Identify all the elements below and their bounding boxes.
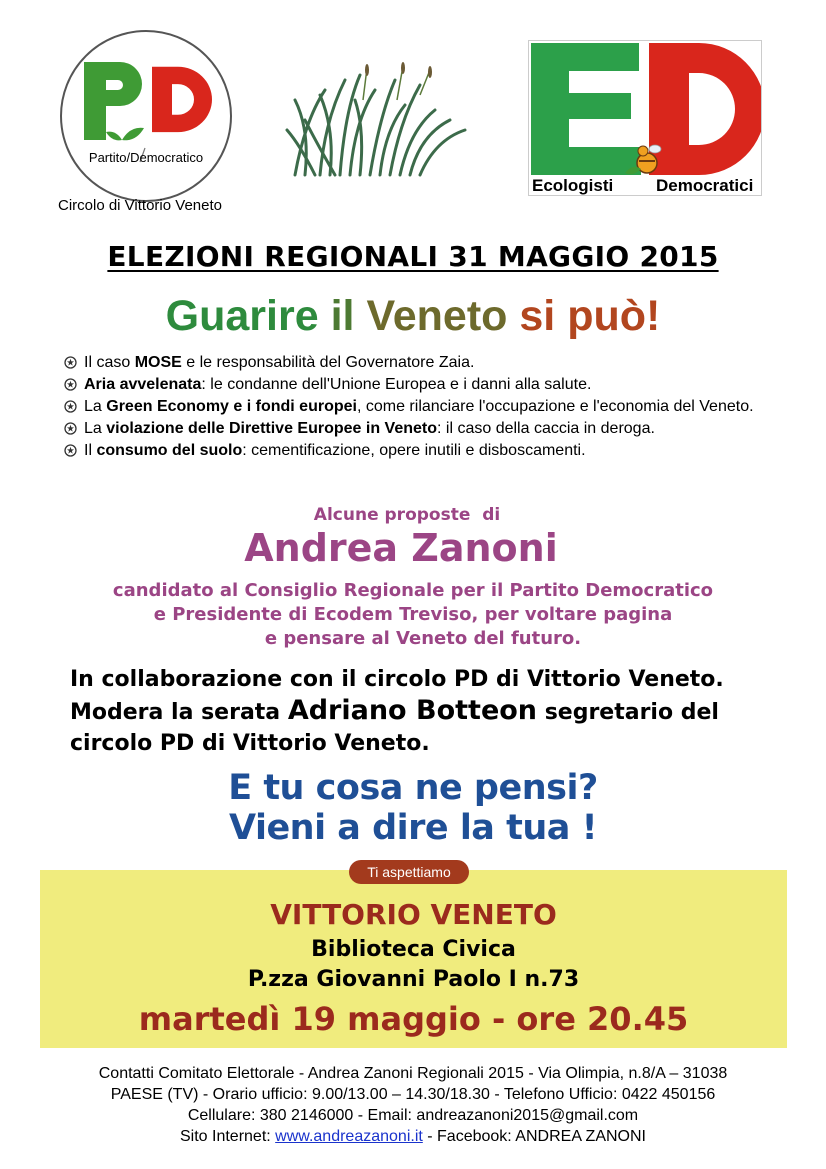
candidate-desc-line: e Presidente di Ecodem Treviso, per voltare pagina	[153, 604, 673, 625]
venue-address: P.zza Giovanni Paolo I n.73	[247, 967, 580, 992]
venue-name: Biblioteca Civica	[311, 937, 516, 962]
topic-bold: Aria avvelenata	[84, 376, 202, 393]
slogan-word-3: Veneto	[366, 292, 508, 340]
topic-text: , come rilanciare l'occupazione e l'economia del Veneto.	[356, 398, 754, 415]
topic-item	[64, 440, 784, 462]
topic-bold: MOSE	[134, 354, 182, 371]
ed-caption-right: Democratici	[656, 176, 754, 195]
moderator-name: Adriano Botteon	[287, 695, 538, 726]
contacts	[0, 1063, 826, 1147]
proposals-label: Alcune proposte di	[313, 505, 501, 525]
event-venue	[40, 935, 787, 995]
topics-list	[64, 352, 784, 462]
contacts-line: Contatti Comitato Elettorale - Andrea Zanoni Regionali 2015 - Via Olimpia, n.8/A – 31038	[98, 1065, 728, 1082]
pd-logo-mark	[62, 32, 230, 200]
pd-logo	[60, 30, 232, 202]
grass-icon	[285, 60, 475, 180]
pd-caption-right: Democratico	[130, 150, 204, 165]
election-title: ELEZIONI REGIONALI 31 MAGGIO 2015	[107, 240, 719, 273]
topic-text: e le responsabilità del Governatore Zaia.	[181, 354, 475, 371]
bullet-star-icon	[64, 422, 77, 435]
site-label: Sito Internet:	[180, 1128, 276, 1145]
topic-item	[64, 418, 784, 440]
topic-bold: consumo del suolo	[96, 442, 243, 459]
collab-line	[70, 695, 790, 728]
bullet-star-icon	[64, 356, 77, 369]
ed-logo	[528, 40, 762, 196]
collaboration-text	[70, 664, 790, 759]
pd-logo-caption: Partito/Democratico	[88, 150, 204, 165]
contacts-line	[0, 1126, 826, 1147]
topic-text: : il caso della caccia in deroga.	[437, 420, 655, 437]
slogan-word-1: Guarire	[165, 292, 319, 340]
slogan-word-2: il	[330, 292, 355, 340]
topic-text: La	[84, 398, 107, 415]
bullet-star-icon	[64, 378, 77, 391]
event-date: martedì 19 maggio - ore 20.45	[138, 1000, 689, 1038]
ed-logo-mark	[529, 41, 761, 175]
candidate-desc-line: e pensare al Veneto del futuro.	[264, 628, 582, 649]
collab-line: In collaborazione con il circolo PD di Vittorio Veneto.	[70, 667, 724, 692]
facebook-text: - Facebook: ANDREA ZANONI	[422, 1128, 646, 1145]
collab-line: circolo PD di Vittorio Veneto.	[70, 731, 430, 756]
circolo-caption: Circolo di Vittorio Veneto	[58, 197, 222, 214]
pd-caption-left: Partito	[88, 150, 127, 165]
bullet-star-icon	[64, 444, 77, 457]
contacts-line: PAESE (TV) - Orario ufficio: 9.00/13.00 – 14.30/18.30 - Telefono Ufficio: 0422 450156	[110, 1086, 716, 1103]
candidate-description	[0, 579, 826, 651]
topic-text: Il	[84, 442, 97, 459]
topic-text: Il caso	[84, 354, 135, 371]
topic-bold: violazione delle Direttive Europee in Veneto	[106, 420, 438, 437]
waiting-badge: Ti aspettiamo	[349, 860, 469, 884]
ed-caption-left: Ecologisti	[532, 176, 614, 195]
collab-text: Modera la serata	[70, 700, 288, 725]
topic-item	[64, 352, 784, 374]
cta-line: E tu cosa ne pensi?	[228, 768, 598, 808]
cta-line: Vieni a dire la tua !	[228, 808, 598, 848]
topic-bold: Green Economy e i fondi europei	[106, 398, 357, 415]
event-city: VITTORIO VENETO	[270, 898, 557, 931]
topic-item	[64, 374, 784, 396]
website-link[interactable]: www.andreazanoni.it	[275, 1128, 423, 1145]
topic-item	[64, 396, 784, 418]
topic-text: : cementificazione, opere inutili e disboscamenti.	[242, 442, 586, 459]
call-to-action	[0, 768, 826, 848]
bullet-star-icon	[64, 400, 77, 413]
slogan-word-4: si può!	[519, 292, 661, 340]
topic-text: La	[84, 420, 107, 437]
collab-text: segretario del	[537, 700, 719, 725]
contacts-line: Cellulare: 380 2146000 - Email: andreazanoni2015@gmail.com	[187, 1107, 639, 1124]
candidate-name: Andrea Zanoni	[244, 526, 558, 570]
candidate-desc-line: candidato al Consiglio Regionale per il Partito Democratico	[112, 580, 714, 601]
slogan	[0, 292, 826, 341]
topic-text: : le condanne dell'Unione Europea e i danni alla salute.	[201, 376, 592, 393]
